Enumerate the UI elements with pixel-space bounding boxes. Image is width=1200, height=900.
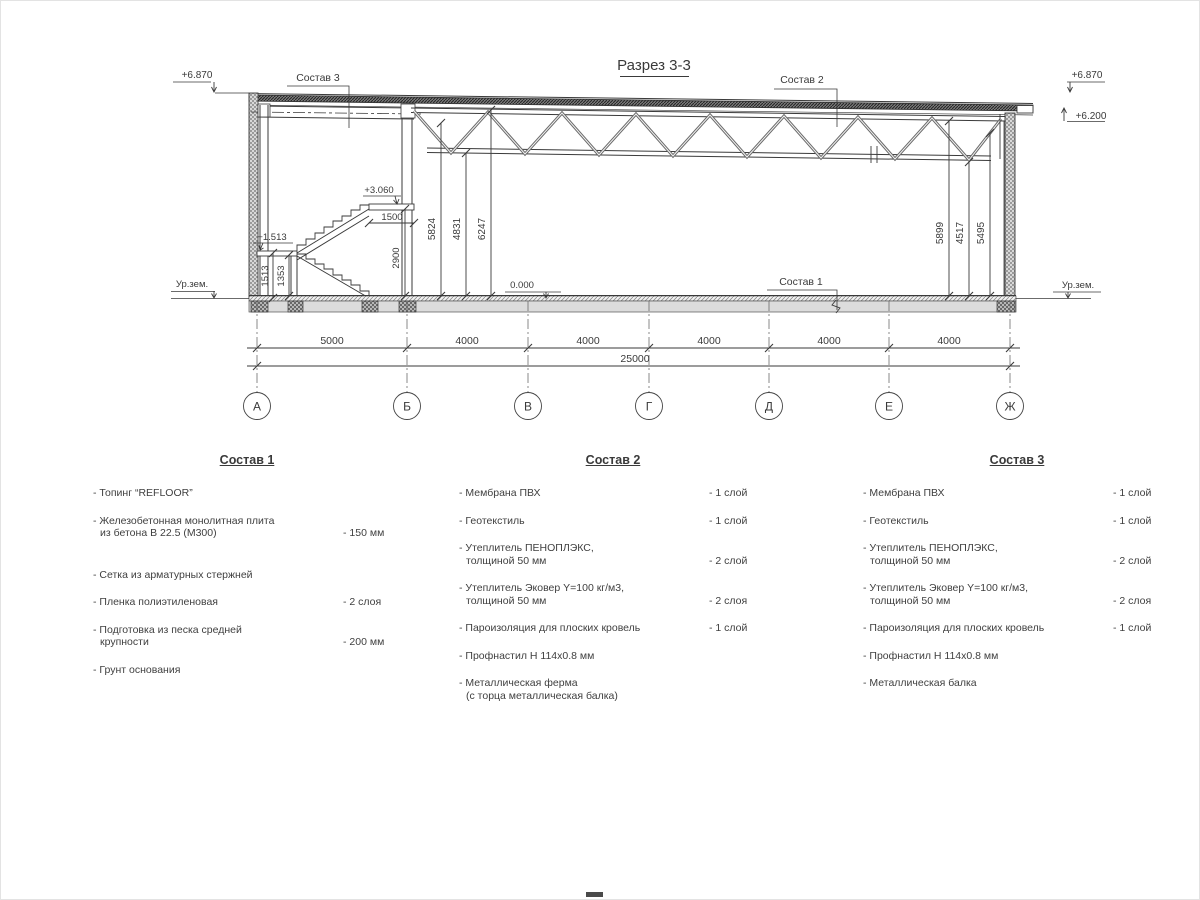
level-right-6200: +6.200 bbox=[1075, 111, 1107, 122]
material-qty: - 1 слой bbox=[709, 622, 748, 634]
beam-centerline bbox=[251, 112, 421, 114]
material-name-line: - Геотекстиль bbox=[863, 514, 929, 527]
axis-letter: Е bbox=[884, 399, 894, 414]
composition-list-3 bbox=[863, 453, 1171, 705]
vdim-4831: 4831 bbox=[452, 217, 463, 241]
material-qty: - 200 мм bbox=[343, 636, 385, 648]
axis-letter: Б bbox=[403, 399, 411, 414]
section-title: Разрез 3-3 bbox=[617, 57, 691, 74]
span-dim: 4000 bbox=[455, 335, 479, 347]
material-name-line: - Пленка полиэтиленовая bbox=[93, 596, 218, 608]
material-item bbox=[459, 542, 767, 567]
roof-insulation-band bbox=[249, 95, 1033, 111]
material-name-line: - Грунт основания bbox=[93, 663, 181, 676]
material-item bbox=[863, 622, 1171, 635]
level-right-6870: +6.870 bbox=[1071, 70, 1103, 81]
vdim-2900: 2900 bbox=[391, 247, 402, 269]
material-qty: - 2 слоя bbox=[343, 596, 382, 608]
composition-list-1 bbox=[93, 453, 401, 691]
stair-flight-up bbox=[297, 205, 369, 251]
material-name-line: - Мембрана ПВХ bbox=[863, 487, 945, 499]
left-wall bbox=[249, 93, 258, 298]
comp-items bbox=[93, 487, 401, 676]
section-drawing bbox=[1, 1, 1200, 441]
material-name-line: крупности bbox=[100, 636, 149, 648]
composition-title: Состав 1 bbox=[219, 453, 275, 467]
material-name-line: - Утеплитель Эковер Y=100 кг/м3, bbox=[459, 582, 625, 594]
level-1513: +1.513 bbox=[257, 232, 287, 243]
vdim-5899: 5899 bbox=[935, 221, 946, 245]
material-item bbox=[863, 677, 1171, 690]
axis-letter: Ж bbox=[1004, 399, 1016, 414]
vdim-6247: 6247 bbox=[477, 217, 488, 241]
vdim-1513: 1513 bbox=[260, 265, 271, 287]
foundation-pad bbox=[288, 301, 303, 312]
material-item bbox=[93, 664, 401, 677]
material-qty: - 2 слой bbox=[709, 554, 748, 567]
truss-bottom-chord bbox=[427, 148, 991, 156]
axis-letter: В bbox=[523, 399, 533, 414]
callout-c2: Состав 2 bbox=[780, 74, 824, 86]
material-item bbox=[93, 569, 401, 582]
callout-c1: Состав 1 bbox=[779, 276, 823, 288]
material-name-line: (с торца металлическая балка) bbox=[466, 689, 618, 702]
material-name-line: - Геотекстиль bbox=[459, 514, 525, 527]
material-name-line: - Подготовка из песка средней bbox=[93, 623, 242, 636]
material-name-line: - Металлическая балка bbox=[863, 677, 977, 689]
span-dim: 4000 bbox=[937, 335, 961, 347]
material-name-line: - Мембрана ПВХ bbox=[459, 487, 541, 499]
dimension-lines bbox=[171, 77, 1105, 420]
material-item bbox=[459, 582, 767, 607]
axis-letter: Д bbox=[764, 399, 774, 414]
material-name-line: - Пароизоляция для плоских кровель bbox=[459, 622, 641, 634]
material-qty: - 2 слоя bbox=[709, 594, 748, 607]
material-item bbox=[459, 487, 767, 500]
floor-screed bbox=[249, 296, 1016, 301]
material-name-line: - Утеплитель ПЕНОПЛЭКС, bbox=[863, 542, 998, 554]
material-qty: - 2 слой bbox=[1113, 554, 1152, 567]
ground-label-right: Ур.зем. bbox=[1061, 280, 1095, 291]
material-name-line: - Профнастил Н 114х0.8 мм bbox=[863, 649, 999, 662]
level-left-6870: +6.870 bbox=[181, 70, 213, 81]
material-item bbox=[459, 677, 767, 702]
level-arrow-down bbox=[212, 82, 217, 92]
material-item bbox=[459, 650, 767, 663]
material-name-line: - Профнастил Н 114х0.8 мм bbox=[459, 649, 595, 662]
level-arrow-down bbox=[1066, 292, 1071, 298]
material-name-line: - Топинг “REFLOOR” bbox=[93, 487, 193, 499]
vdim-5824: 5824 bbox=[427, 217, 438, 241]
material-qty: - 150 мм bbox=[343, 527, 385, 539]
level-arrow-down bbox=[212, 291, 217, 298]
material-item bbox=[863, 515, 1171, 528]
level-arrow-down bbox=[394, 196, 400, 204]
material-qty: - 1 слой bbox=[709, 514, 748, 527]
roof-edge-cap bbox=[1017, 106, 1033, 114]
level-arrow-down bbox=[1068, 82, 1073, 92]
foundation-pad bbox=[997, 301, 1015, 312]
material-name-line: - Металлическая ферма bbox=[459, 677, 578, 689]
dim-1500: 1500 bbox=[381, 212, 403, 223]
material-item bbox=[863, 650, 1171, 663]
axis-letter: А bbox=[252, 399, 262, 414]
composition-title: Состав 2 bbox=[585, 453, 641, 467]
span-dim: 4000 bbox=[817, 335, 841, 347]
material-item bbox=[863, 542, 1171, 567]
material-qty: - 1 слой bbox=[1113, 514, 1152, 527]
level-arrow-up bbox=[1062, 108, 1067, 121]
material-qty: - 1 слой bbox=[1113, 622, 1152, 634]
vdim-5495: 5495 bbox=[976, 221, 987, 245]
material-name-line: толщиной 50 мм bbox=[466, 594, 547, 607]
level-zero: 0.000 bbox=[510, 280, 534, 291]
material-item bbox=[93, 624, 401, 649]
composition-list-2 bbox=[459, 453, 767, 717]
material-item bbox=[863, 487, 1171, 500]
right-wall bbox=[1005, 113, 1015, 297]
comp-items bbox=[459, 487, 767, 702]
material-item bbox=[93, 596, 401, 609]
material-qty: - 2 слоя bbox=[1113, 594, 1152, 607]
material-name-line: толщиной 50 мм bbox=[466, 554, 547, 567]
comp-items bbox=[863, 487, 1171, 690]
beam-end-plate-right bbox=[401, 104, 415, 118]
material-qty: - 1 слой bbox=[709, 487, 748, 499]
material-item bbox=[93, 487, 401, 500]
structure-lines bbox=[171, 93, 1091, 313]
stair-flight-down bbox=[297, 254, 369, 296]
span-dim: 4000 bbox=[576, 335, 600, 347]
material-name-line: - Пароизоляция для плоских кровель bbox=[863, 622, 1045, 634]
material-item bbox=[863, 582, 1171, 607]
foundation-pad bbox=[251, 301, 268, 312]
page-edge-mark bbox=[586, 892, 603, 897]
level-3060: +3.060 bbox=[364, 185, 394, 196]
material-name-line: - Утеплитель ПЕНОПЛЭКС, bbox=[459, 542, 594, 554]
material-name-line: - Железобетонная монолитная плита bbox=[93, 514, 275, 527]
material-item bbox=[459, 515, 767, 528]
foundation-pad bbox=[362, 301, 378, 312]
span-dim: 5000 bbox=[320, 335, 344, 347]
material-item bbox=[93, 515, 401, 540]
material-name-line: - Сетка из арматурных стержней bbox=[93, 568, 253, 581]
total-dim: 25000 bbox=[620, 353, 650, 365]
material-name-line: - Утеплитель Эковер Y=100 кг/м3, bbox=[863, 582, 1029, 594]
material-qty: - 1 слой bbox=[1113, 487, 1152, 499]
material-name-line: из бетона В 22.5 (М300) bbox=[100, 527, 217, 539]
composition-title: Состав 3 bbox=[989, 453, 1045, 467]
axis-letter: Г bbox=[645, 399, 653, 414]
ground-label-left: Ур.зем. bbox=[175, 279, 209, 290]
material-name-line: толщиной 50 мм bbox=[870, 554, 951, 567]
material-item bbox=[459, 622, 767, 635]
callout-c3: Состав 3 bbox=[296, 72, 340, 84]
vdim-4517: 4517 bbox=[955, 221, 966, 245]
span-dim: 4000 bbox=[697, 335, 721, 347]
vdim-1353: 1353 bbox=[276, 265, 287, 287]
material-name-line: толщиной 50 мм bbox=[870, 594, 951, 607]
foundation-pad bbox=[399, 301, 416, 312]
